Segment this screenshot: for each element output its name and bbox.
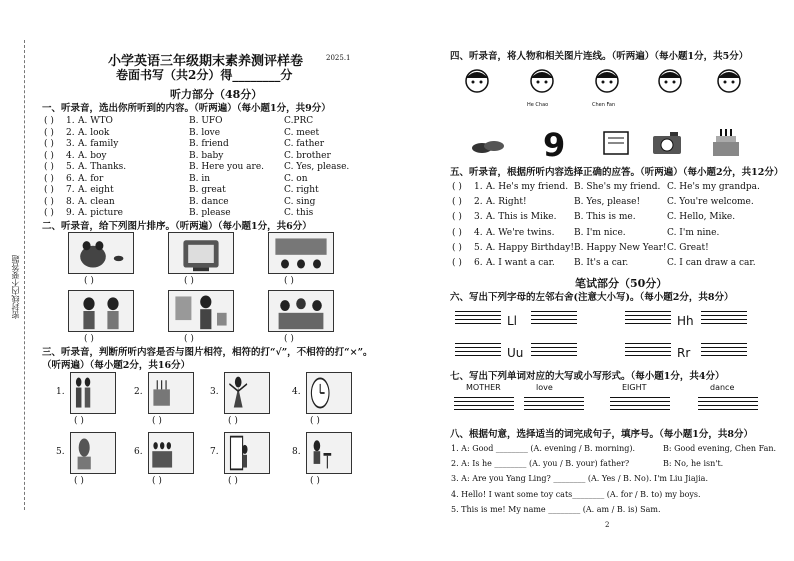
answer-blank[interactable]: ( ) xyxy=(44,185,54,195)
option-a: A. picture xyxy=(78,208,123,218)
boys-talking-icon xyxy=(68,290,134,332)
family-icon xyxy=(70,372,116,414)
option-a: A. boy xyxy=(78,150,107,161)
option-c: C.PRC xyxy=(284,116,314,126)
q8-heading: 八、根据句意，选择适当的词完成句子，填序号。（每小题1分，共8分） xyxy=(450,429,753,440)
item-number: 6. xyxy=(474,258,483,268)
answer-blank[interactable]: ( ) xyxy=(152,476,162,486)
option-b: B. She's my friend. xyxy=(574,182,661,192)
sentence[interactable]: 2. A: Is he ________ (A. you / B. your) father? xyxy=(451,459,630,469)
person-4[interactable] xyxy=(653,66,687,100)
option-a: A. Happy Birthday! xyxy=(486,242,574,253)
person-name: Chen Fan xyxy=(592,102,616,108)
exam-date: 2025.1 xyxy=(326,54,351,62)
option-b: B. in xyxy=(189,173,211,184)
q4-heading: 四、听录音，将人物和相关图片连线。（听两遍）（每小题1分，共5分） xyxy=(450,51,749,62)
answer-blank[interactable]: ( ) xyxy=(228,476,238,486)
option-a: A. We're twins. xyxy=(486,227,555,238)
item-number: 9. xyxy=(66,208,75,218)
option-b: B. I'm nice. xyxy=(574,227,626,238)
option-c: C. Great! xyxy=(667,242,709,253)
person-1[interactable] xyxy=(460,66,494,100)
q6-heading: 六、写出下列字母的左邻右舍(注意大小写)。（每小题2分，共8分） xyxy=(450,292,734,303)
option-a: A. Thanks. xyxy=(78,162,127,172)
write-line-left[interactable] xyxy=(625,343,671,361)
answer-blank[interactable]: ( ) xyxy=(452,242,462,253)
answer-blank[interactable]: ( ) xyxy=(44,173,54,184)
option-a: A. eight xyxy=(78,185,114,195)
option-b: B. dance xyxy=(189,196,229,207)
answer-blank[interactable]: ( ) xyxy=(284,276,294,286)
answer-blank[interactable]: ( ) xyxy=(452,182,462,192)
write-line-word[interactable] xyxy=(524,397,584,415)
q3-subheading: （听两遍）（每小题2分，共16分） xyxy=(42,360,191,371)
write-line-right[interactable] xyxy=(701,343,747,361)
seal-line xyxy=(24,40,26,510)
q2-heading: 二、听录音，给下列图片排序。（听两遍）（每小题1分，共6分） xyxy=(42,221,312,232)
letter-pair: Rr xyxy=(677,346,691,360)
svg-text:9: 9 xyxy=(543,126,566,160)
sentence[interactable]: 4. Hello! I want some toy cats________ (A. for / B. to) my boys. xyxy=(451,489,701,499)
item-number: 1. xyxy=(474,182,483,192)
write-line-left[interactable] xyxy=(625,311,671,329)
page-number: 2 xyxy=(605,521,610,529)
option-c: C. brother xyxy=(284,150,331,161)
answer-blank[interactable]: ( ) xyxy=(452,227,462,238)
option-b: B. great xyxy=(189,185,226,195)
write-line-word[interactable] xyxy=(698,397,758,415)
option-c: C. right xyxy=(284,185,319,195)
letter-pair: Hh xyxy=(677,314,694,328)
answer-blank[interactable]: ( ) xyxy=(44,196,54,207)
response: B: Good evening, Chen Fan. xyxy=(663,444,777,453)
item-number: 4. xyxy=(292,387,301,397)
write-line-word[interactable] xyxy=(610,397,670,415)
item-number: 6. xyxy=(134,447,143,457)
option-c: C. Yes, please. xyxy=(284,162,350,172)
item-number: 5. xyxy=(474,242,483,253)
item-number: 7. xyxy=(210,447,219,457)
writing-section-header: 笔试部分（50分） xyxy=(575,277,668,290)
option-c: C. I can draw a car. xyxy=(667,258,756,268)
word: dance xyxy=(710,383,735,392)
option-b: B. Here you are. xyxy=(189,162,265,172)
answer-blank[interactable]: ( ) xyxy=(184,276,194,286)
q5-heading: 五、听录音，根据所听内容选择正确的应答。（听两遍）（每小题2分，共12分） xyxy=(450,167,784,178)
answer-blank[interactable]: ( ) xyxy=(74,416,84,426)
cake-icon[interactable] xyxy=(708,126,744,160)
sentence[interactable]: 1. A: Good ________ (A. evening / B. morning). xyxy=(451,444,635,453)
answer-blank[interactable]: ( ) xyxy=(152,416,162,426)
option-c: C. I'm nine. xyxy=(667,227,720,238)
option-a: A. for xyxy=(78,173,104,184)
option-b: B. baby xyxy=(189,150,224,161)
option-a: A. He's my friend. xyxy=(486,182,569,192)
item-number: 1. xyxy=(66,116,75,126)
answer-blank[interactable]: ( ) xyxy=(84,334,94,344)
item-number: 8. xyxy=(66,196,75,207)
frog-toy-icon xyxy=(68,232,134,274)
word: love xyxy=(536,383,553,392)
item-number: 5. xyxy=(56,447,65,457)
answer-blank[interactable]: ( ) xyxy=(44,116,54,126)
answer-blank[interactable]: ( ) xyxy=(310,416,320,426)
door-icon xyxy=(224,432,270,474)
option-a: A. WTO xyxy=(78,116,113,126)
item-number: 4. xyxy=(66,150,75,161)
listening-section-header: 听力部分（48分） xyxy=(170,88,263,101)
answer-blank[interactable]: ( ) xyxy=(452,212,462,223)
item-number: 5. xyxy=(66,162,75,172)
q3-heading: 三、听录音，判断所听内容是否与图片相符，相符的打“√”，不相符的打“×”。 xyxy=(42,347,373,358)
class-photo-icon xyxy=(148,432,194,474)
sentence[interactable]: 5. This is me! My name ________ (A. am / B. is) Sam. xyxy=(451,504,661,514)
exam-title: 小学英语三年级期末素养测评样卷 xyxy=(108,54,304,69)
person-5[interactable] xyxy=(712,66,746,100)
option-b: B. It's a car. xyxy=(574,258,629,268)
write-line-right[interactable] xyxy=(701,311,747,329)
option-a: A. I want a car. xyxy=(486,258,555,268)
classroom-icon xyxy=(268,232,334,274)
word: EIGHT xyxy=(622,383,647,392)
q7-heading: 七、写出下列单词对应的大写或小写形式。（每小题1分，共4分） xyxy=(450,371,725,382)
option-b: B. please xyxy=(189,208,231,218)
item-number: 2. xyxy=(66,127,75,138)
write-line-left[interactable] xyxy=(455,343,501,361)
item-number: 3. xyxy=(474,212,483,223)
person-name: He Chao xyxy=(527,102,549,108)
person-3[interactable] xyxy=(590,66,624,100)
answer-blank[interactable]: ( ) xyxy=(452,197,462,208)
option-b: B. Yes, please! xyxy=(574,197,641,208)
option-c: C. this xyxy=(284,208,314,218)
answer-blank[interactable]: ( ) xyxy=(310,476,320,486)
item-number: 7. xyxy=(66,185,75,195)
option-b: B. This is me. xyxy=(574,212,636,223)
answer-blank[interactable]: ( ) xyxy=(228,416,238,426)
option-c: C. meet xyxy=(284,127,320,138)
shoes-icon[interactable] xyxy=(470,126,506,160)
item-number: 6. xyxy=(66,173,75,184)
answer-blank[interactable]: ( ) xyxy=(44,208,54,218)
write-line-left[interactable] xyxy=(455,311,501,329)
item-number: 2. xyxy=(474,197,483,208)
option-b: B. UFO xyxy=(189,116,223,126)
item-number: 1. xyxy=(56,387,65,397)
woman-portrait-icon xyxy=(70,432,116,474)
option-b: B. friend xyxy=(189,139,229,149)
option-c: C. Hello, Mike. xyxy=(667,212,736,223)
option-b: B. Happy New Year! xyxy=(574,242,667,253)
option-c: C. father xyxy=(284,139,325,149)
letter-pair: Uu xyxy=(507,346,524,360)
option-a: A. look xyxy=(78,127,110,138)
answer-blank[interactable]: ( ) xyxy=(44,139,54,149)
option-c: C. You're welcome. xyxy=(667,197,754,208)
person-2[interactable] xyxy=(525,66,559,100)
letter-pair: Ll xyxy=(507,314,518,328)
birthday-cake-icon xyxy=(148,372,194,414)
dancing-girl-icon xyxy=(224,372,270,414)
children-icon xyxy=(268,290,334,332)
option-c: C. sing xyxy=(284,196,316,207)
item-number: 8. xyxy=(292,447,301,457)
q1-heading: 一、听录音，选出你所听到的内容。（听两遍）（每小题1分，共9分） xyxy=(42,103,331,114)
word: MOTHER xyxy=(466,383,501,392)
write-line-right[interactable] xyxy=(531,343,577,361)
write-line-word[interactable] xyxy=(454,397,514,415)
item-number: 4. xyxy=(474,227,483,238)
sentence[interactable]: 3. A: Are you Yang Ling? ________ (A. Yes / B. No). I'm Liu Jiajia. xyxy=(451,474,708,484)
option-a: A. Right! xyxy=(486,197,527,208)
clock-icon xyxy=(306,372,352,414)
sidebar-seal-text: 密封线内不要答题 xyxy=(11,255,20,319)
camera-icon[interactable] xyxy=(650,126,686,160)
item-number: 3. xyxy=(66,139,75,149)
option-c: C. on xyxy=(284,173,308,184)
option-a: A. clean xyxy=(78,196,115,207)
answer-blank[interactable]: ( ) xyxy=(74,476,84,486)
option-a: A. This is Mike. xyxy=(486,212,557,223)
answer-blank[interactable]: ( ) xyxy=(44,127,54,138)
option-c: C. He's my grandpa. xyxy=(667,182,760,192)
answer-blank[interactable]: ( ) xyxy=(84,276,94,286)
girl-sitting-icon xyxy=(306,432,352,474)
answer-blank[interactable]: ( ) xyxy=(44,150,54,161)
item-number: 2. xyxy=(134,387,143,397)
number-nine-icon[interactable] xyxy=(535,126,571,160)
option-b: B. love xyxy=(189,127,221,138)
answer-blank[interactable]: ( ) xyxy=(44,162,54,172)
item-number: 3. xyxy=(210,387,219,397)
handwriting-score: 卷面书写（共2分）得________分 xyxy=(116,68,293,82)
notebook-icon[interactable] xyxy=(598,126,634,160)
response: B: No, he isn't. xyxy=(663,459,724,469)
tv-icon xyxy=(168,232,234,274)
answer-blank[interactable]: ( ) xyxy=(284,334,294,344)
answer-blank[interactable]: ( ) xyxy=(184,334,194,344)
answer-blank[interactable]: ( ) xyxy=(452,258,462,268)
boy-waving-icon xyxy=(168,290,234,332)
write-line-right[interactable] xyxy=(531,311,577,329)
option-a: A. family xyxy=(78,139,119,149)
